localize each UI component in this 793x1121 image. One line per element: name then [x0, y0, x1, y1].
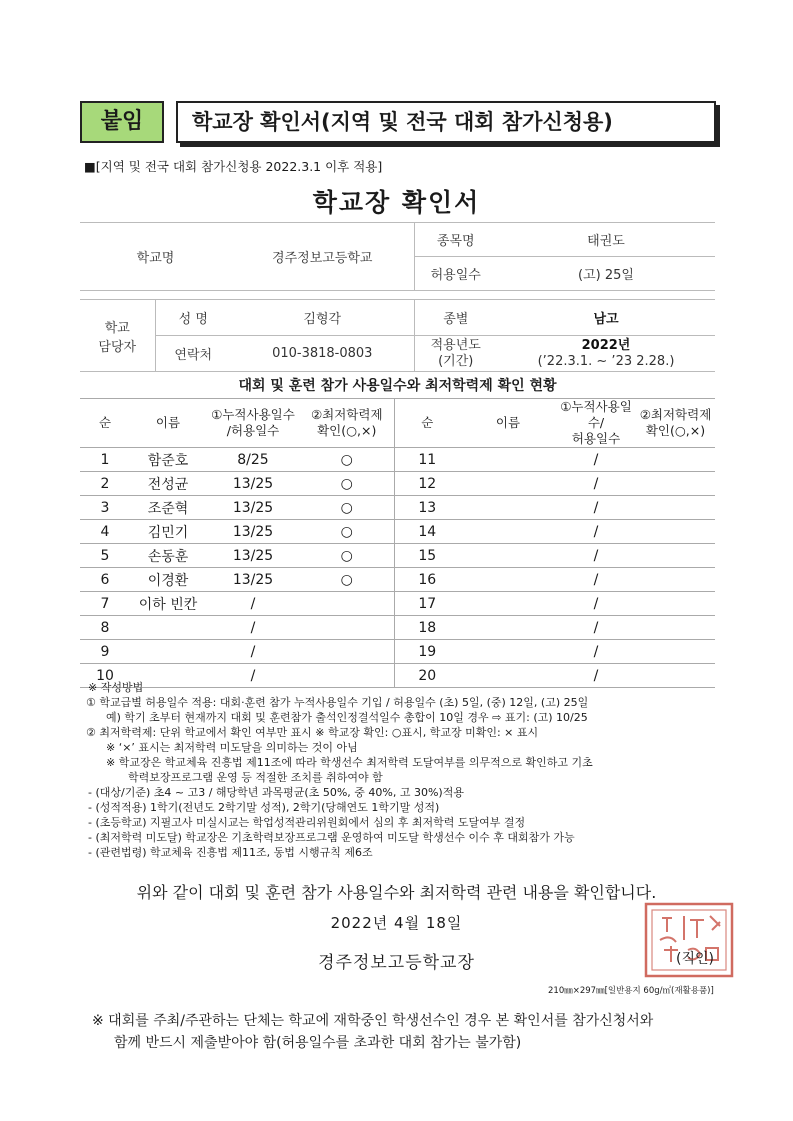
- row-check-right: [636, 544, 715, 568]
- row-used: 8/25: [206, 448, 300, 472]
- row-name-right: [460, 520, 556, 544]
- col-name-right: 이름: [460, 399, 556, 448]
- row-name: 이하 빈칸: [130, 592, 206, 616]
- row-check-right: [636, 592, 715, 616]
- row-check: ○: [300, 448, 394, 472]
- year-value: 2022년 (’22.3.1. ~ ’23 2.28.): [497, 336, 715, 372]
- row-no: 2: [80, 472, 130, 496]
- row-check: ○: [300, 568, 394, 592]
- paper-spec: 210㎜×297㎜[일반용지 60g/㎡(재활용품)]: [548, 986, 714, 996]
- sport-label: 종목명: [414, 223, 497, 257]
- row-name: [130, 616, 206, 640]
- school-label: 학교명: [80, 223, 231, 291]
- row-name: 함준호: [130, 448, 206, 472]
- row-check-right: [636, 496, 715, 520]
- row-no: 1: [80, 448, 130, 472]
- table-row: [80, 544, 715, 568]
- row-used: /: [206, 664, 300, 688]
- row-no-right: 19: [394, 640, 460, 664]
- row-name-right: [460, 640, 556, 664]
- row-name-right: [460, 448, 556, 472]
- detail-1: - (대상/기준) 초4 ~ 고3 / 해당학년 과목평균(초 50%, 중 40%, 고 30%)적용: [88, 786, 464, 799]
- row-used: 13/25: [206, 472, 300, 496]
- info-table: [80, 222, 715, 372]
- col-check-right: ②최저학력제 확인(○,×): [636, 399, 715, 448]
- instruction-4a: ※ 학교장은 학교체육 진흥법 제11조에 따라 학생선수 최저학력 도달여부를 의무적으로 확인하고 기초: [106, 756, 593, 769]
- instructions: [86, 680, 746, 860]
- instruction-4b: 학력보장프로그램 운영 등 적절한 조치를 취하여야 함: [128, 771, 383, 784]
- detail-5: - (관련법령) 학교체육 진흥법 제11조, 동법 시행규칙 제6조: [88, 846, 373, 859]
- submission-note: [92, 1010, 732, 1054]
- table-row: [80, 520, 715, 544]
- instruction-1a: ① 학교급별 허용일수 적용: 대회·훈련 참가 누적사용일수 기입 / 허용일수 (초) 5일, (중) 12일, (고) 25일: [86, 696, 589, 709]
- row-used-right: /: [556, 496, 636, 520]
- row-used-right: /: [556, 448, 636, 472]
- issue-date: 2022년 4월 18일: [330, 914, 463, 932]
- row-no-right: 14: [394, 520, 460, 544]
- instruction-2: ② 최저학력제: 단위 학교에서 확인 여부만 표시 ※ 학교장 확인: ○표시, 학교장 미확인: × 표시: [86, 726, 539, 739]
- instruction-1b: 예) 학기 초부터 현재까지 대회 및 훈련참가 출석인정결석일수 총합이 10일 경우 ⇨ 표기: (고) 10/25: [106, 711, 588, 724]
- row-name-right: [460, 568, 556, 592]
- row-used: 13/25: [206, 544, 300, 568]
- row-no-right: 15: [394, 544, 460, 568]
- row-check: [300, 616, 394, 640]
- confirmation-text: 위와 같이 대회 및 훈련 참가 사용일수와 최저학력 관련 내용을 확인합니다.: [136, 883, 657, 902]
- sport-value: 태권도: [497, 223, 715, 257]
- name-label: 성 명: [155, 300, 231, 336]
- table-row: [80, 568, 715, 592]
- class-label: 종별: [414, 300, 497, 336]
- row-used: 13/25: [206, 520, 300, 544]
- row-no-right: 11: [394, 448, 460, 472]
- row-used: /: [206, 592, 300, 616]
- contact-label: 연락처: [155, 336, 231, 372]
- row-name-right: [460, 544, 556, 568]
- instruction-3: ※ ‘×’ 표시는 최저학력 미도달을 의미하는 것이 아님: [106, 741, 358, 754]
- table-row: [80, 592, 715, 616]
- row-check: [300, 640, 394, 664]
- row-used-right: /: [556, 664, 636, 688]
- class-value: 남고: [497, 300, 715, 336]
- year-label: 적용년도 (기간): [414, 336, 497, 372]
- row-no-right: 16: [394, 568, 460, 592]
- row-no: 5: [80, 544, 130, 568]
- col-used-right: ①누적사용일수/ 허용일수: [556, 399, 636, 448]
- col-no-right: 순: [394, 399, 460, 448]
- table-row: [80, 472, 715, 496]
- row-used: 13/25: [206, 568, 300, 592]
- submission-note-line-1: ※ 대회를 주최/주관하는 단체는 학교에 재학중인 학생선수인 경우 본 확인서를 참가신청서와: [92, 1013, 654, 1029]
- table-row: [80, 448, 715, 472]
- row-name-right: [460, 496, 556, 520]
- row-used-right: /: [556, 472, 636, 496]
- instructions-heading: ※ 작성방법: [88, 681, 144, 694]
- row-no-right: 18: [394, 616, 460, 640]
- allow-value: (고) 25일: [497, 257, 715, 291]
- row-no: 4: [80, 520, 130, 544]
- row-check: ○: [300, 544, 394, 568]
- row-no: 7: [80, 592, 130, 616]
- col-name: 이름: [130, 399, 206, 448]
- row-used-right: /: [556, 640, 636, 664]
- table-row: [80, 496, 715, 520]
- attachment-badge: 붙임: [80, 101, 164, 143]
- page-title: 학교장 확인서: [312, 188, 481, 217]
- row-used-right: /: [556, 568, 636, 592]
- row-name: 이경환: [130, 568, 206, 592]
- row-used-right: /: [556, 592, 636, 616]
- row-name: 조준혁: [130, 496, 206, 520]
- row-name: 손동훈: [130, 544, 206, 568]
- row-no: 3: [80, 496, 130, 520]
- row-name-right: [460, 472, 556, 496]
- row-used-right: /: [556, 520, 636, 544]
- status-table-title: 대회 및 훈련 참가 사용일수와 최저학력제 확인 현황: [238, 378, 557, 394]
- detail-3: - (초등학교) 지필고사 미실시교는 학업성적관리위원회에서 심의 후 최저학력 도달여부 결정: [88, 816, 526, 829]
- row-no-right: 13: [394, 496, 460, 520]
- manager-label: 학교 담당자: [80, 300, 155, 372]
- row-used: 13/25: [206, 496, 300, 520]
- row-check: [300, 592, 394, 616]
- row-no-right: 12: [394, 472, 460, 496]
- row-used: /: [206, 640, 300, 664]
- detail-4: - (최저학력 미도달) 학교장은 기초학력보장프로그램 운영하여 미도달 학생선수 이수 후 대회참가 가능: [88, 831, 575, 844]
- row-check-right: [636, 616, 715, 640]
- row-used: /: [206, 616, 300, 640]
- col-no: 순: [80, 399, 130, 448]
- row-name: 전성균: [130, 472, 206, 496]
- seal-label: (직인): [676, 951, 714, 967]
- table-row: [80, 640, 715, 664]
- row-check-right: [636, 568, 715, 592]
- applicability-note: ■[지역 및 전국 대회 참가신청용 2022.3.1 이후 적용]: [84, 159, 383, 174]
- principal-name: 경주정보고등학교장: [318, 953, 475, 973]
- col-check: ②최저학력제 확인(○,×): [300, 399, 394, 448]
- row-check-right: [636, 472, 715, 496]
- row-name: [130, 640, 206, 664]
- row-no: 6: [80, 568, 130, 592]
- contact-value: 010-3818-0803: [231, 336, 414, 372]
- row-check: ○: [300, 496, 394, 520]
- name-value: 김형각: [231, 300, 414, 336]
- table-row: [80, 616, 715, 640]
- row-check-right: [636, 520, 715, 544]
- detail-2: - (성적적용) 1학기(전년도 2학기말 성적), 2학기(당해연도 1학기말 성적): [88, 801, 440, 814]
- school-value: 경주정보고등학교: [231, 223, 414, 291]
- row-no-right: 17: [394, 592, 460, 616]
- row-no: 10: [80, 664, 130, 688]
- row-used-right: /: [556, 616, 636, 640]
- row-used-right: /: [556, 544, 636, 568]
- row-check: ○: [300, 520, 394, 544]
- row-name-right: [460, 616, 556, 640]
- row-check-right: [636, 448, 715, 472]
- row-check: ○: [300, 472, 394, 496]
- col-used: ①누적사용일수 /허용일수: [206, 399, 300, 448]
- header-title: 학교장 확인서(지역 및 전국 대회 참가신청용): [176, 101, 716, 143]
- row-name: 김민기: [130, 520, 206, 544]
- submission-note-line-2: 함께 반드시 제출받아야 함(허용일수를 초과한 대회 참가는 불가함): [114, 1035, 522, 1051]
- row-name-right: [460, 592, 556, 616]
- row-no: 9: [80, 640, 130, 664]
- row-check-right: [636, 640, 715, 664]
- status-table: [80, 398, 715, 688]
- allow-label: 허용일수: [414, 257, 497, 291]
- row-no: 8: [80, 616, 130, 640]
- row-no-right: 20: [394, 664, 460, 688]
